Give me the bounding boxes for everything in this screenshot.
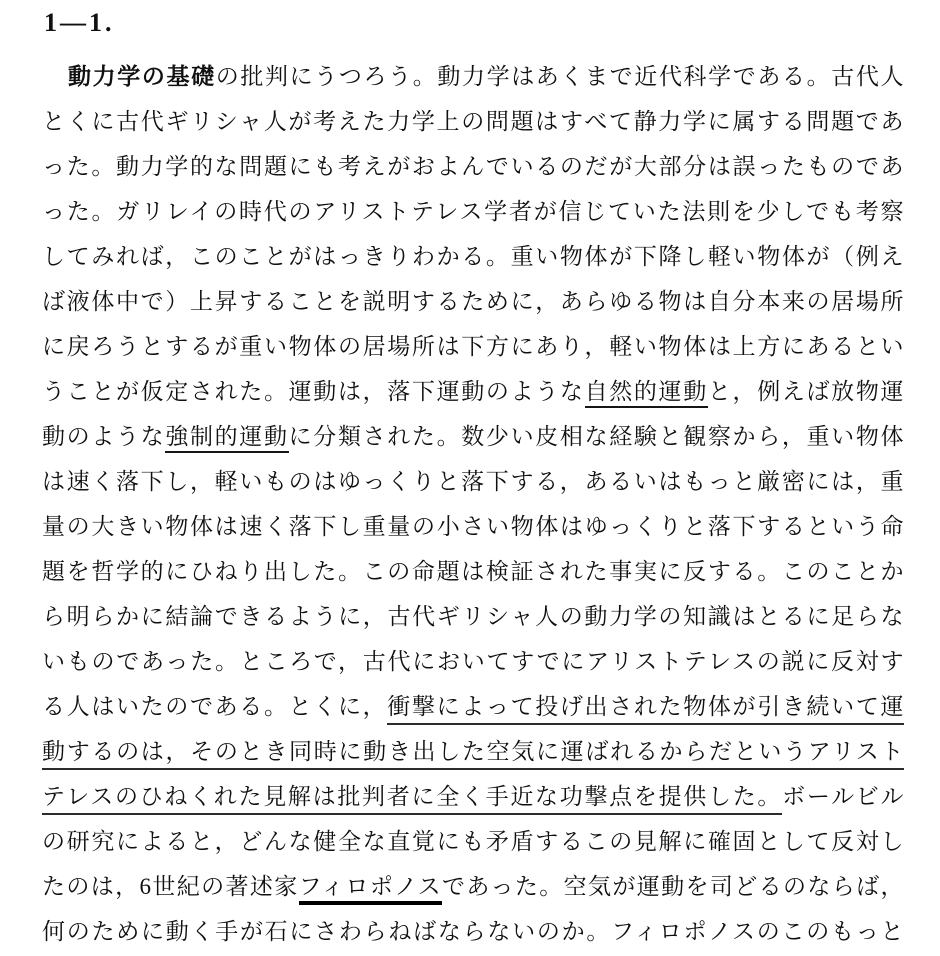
text-line — [42, 729, 904, 774]
text-line — [42, 189, 904, 234]
bold-term: 動力学の基礎 — [68, 64, 216, 89]
text-segment: してみれば，このことがはっきりわかる。重い物体が下降し軽い物体が（例え — [42, 244, 904, 269]
text-segment: いものであった。ところで，古代においてすでにアリストテレスの説に反対す — [42, 649, 904, 674]
text-line — [42, 909, 904, 954]
text-line — [42, 279, 904, 324]
text-line — [42, 504, 904, 549]
underlined-phrase: 強制的運動 — [165, 424, 288, 453]
text-segment: る人はいたのである。とくに， — [42, 694, 388, 719]
text-segment: であった。空気が運動を司どるのならば， — [442, 874, 904, 899]
text-line — [42, 594, 904, 639]
text-line — [42, 864, 904, 909]
underlined-phrase: 動するのは，そのとき同時に動き出した空気に運ばれるからだというアリスト — [42, 739, 904, 770]
text-line — [42, 369, 904, 414]
underlined-phrase: 衝撃によって投げ出された物体が引き続いて運 — [387, 694, 904, 725]
text-segment: 量の大きい物体は速く落下し重量の小さい物体はゆっくりと落下するという命 — [42, 514, 904, 539]
text-segment: 題を哲学的にひねり出した。この命題は検証された事実に反する。このことか — [42, 559, 904, 584]
text-line — [42, 459, 904, 504]
underlined-phrase: 自然的運動 — [585, 379, 708, 408]
text-line — [42, 234, 904, 279]
text-segment: った。動力学的な問題にも考えがおよんでいるのだが大部分は誤ったものであ — [42, 154, 904, 179]
section-number: 1—1. — [44, 8, 115, 37]
text-segment: とくに古代ギリシャ人が考えた力学上の問題はすべて静力学に属する問題であ — [42, 109, 904, 134]
text-line — [42, 819, 904, 864]
text-line — [42, 99, 904, 144]
text-segment: 何のために動く手が石にさわらねばならないのか。フィロポノスのこのもっと — [42, 919, 904, 944]
text-segment: った。ガリレイの時代のアリストテレス学者が信じていた法則を少しでも考察 — [42, 199, 904, 224]
text-segment: うことが仮定された。運動は，落下運動のような — [42, 379, 585, 404]
text-segment: 動のような — [42, 424, 166, 449]
text-segment: ば液体中で）上昇することを説明するために，あらゆる物は自分本来の居場所 — [42, 289, 904, 314]
text-segment: ボールビル — [782, 784, 904, 809]
text-segment: に分類された。数少い皮相な経験と観察から，重い物体 — [288, 424, 905, 449]
text-segment: たのは，6世紀の著述家 — [42, 874, 299, 899]
text-segment: の批判にうつろう。動力学はあくまで近代科学である。古代人 — [215, 64, 905, 89]
text-segment: は速く落下し，軽いものはゆっくりと落下する，あるいはもっと厳密には，重 — [42, 469, 904, 494]
text-segment: に戻ろうとするが重い物体の居場所は下方にあり，軽い物体は上方にあるとい — [42, 334, 904, 359]
underlined-phrase: テレスのひねくれた見解は批判者に全く手近な功撃点を提供した。 — [42, 784, 782, 815]
text-segment: ら明らかに結論できるように，古代ギリシャ人の動力学の知識はとるに足らな — [42, 604, 904, 629]
paragraph-body — [42, 54, 904, 954]
text-line — [42, 54, 904, 99]
text-line — [42, 324, 904, 369]
text-line — [42, 414, 904, 459]
text-segment: と，例えば放物運 — [707, 379, 905, 404]
text-line — [42, 774, 904, 819]
text-line — [42, 684, 904, 729]
text-line — [42, 144, 904, 189]
text-line — [42, 639, 904, 684]
text-segment: の研究によると，どんな健全な直覚にも矛盾するこの見解に確固として反対し — [42, 829, 904, 854]
underlined-name: フィロポノス — [299, 874, 442, 905]
text-line — [42, 549, 904, 594]
